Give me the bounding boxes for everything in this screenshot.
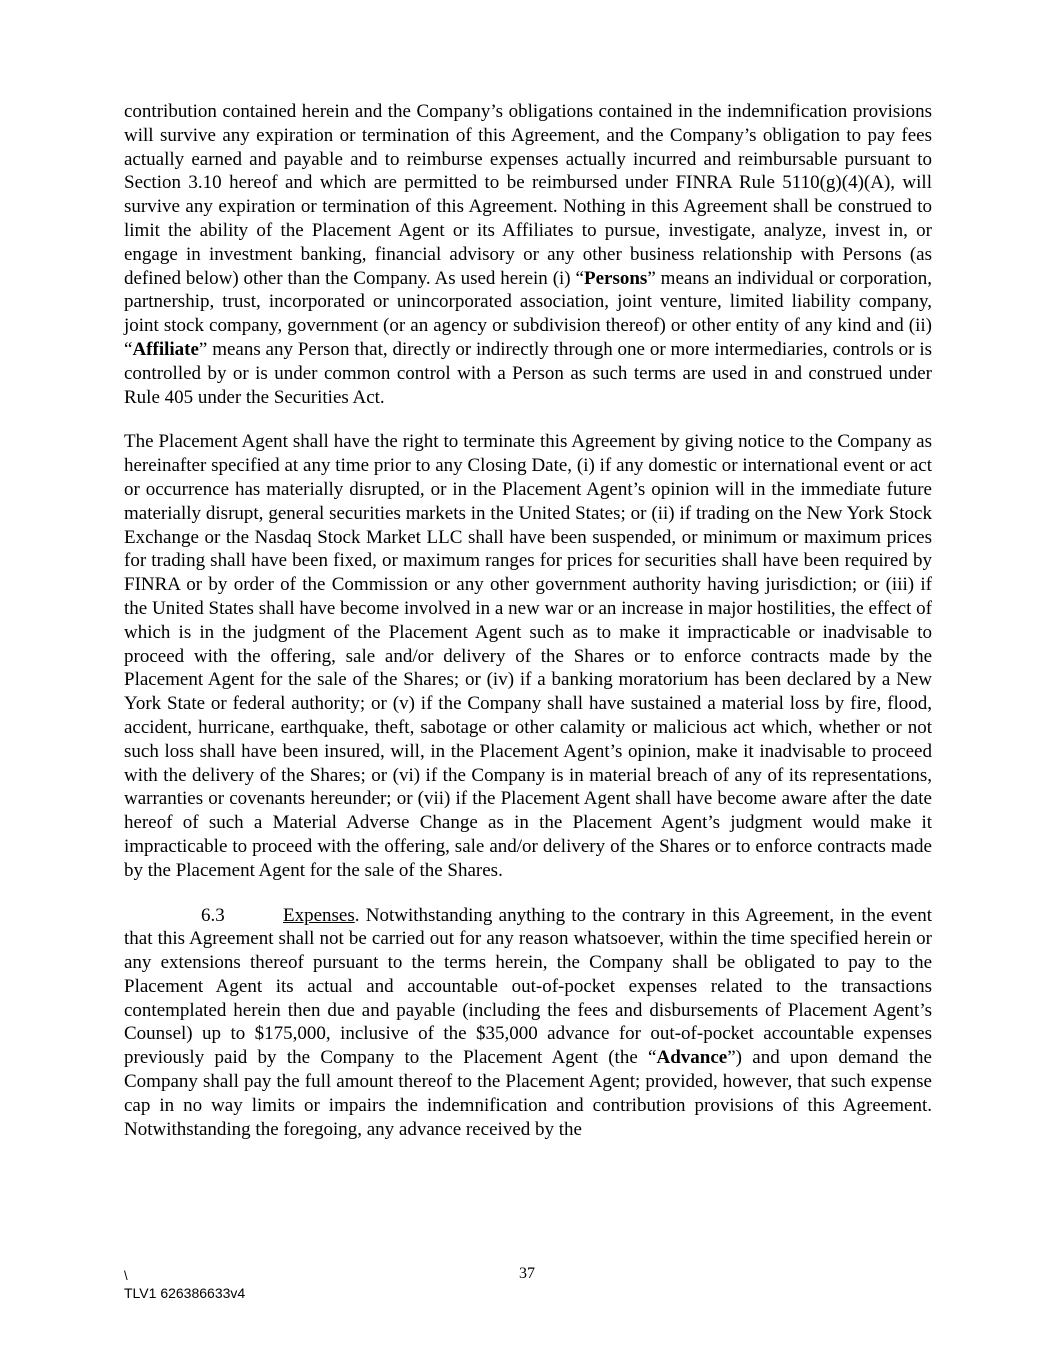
section-number: 6.3	[201, 904, 225, 926]
defined-term-advance: Advance	[656, 1047, 728, 1069]
document-id: TLV1 626386633v4	[124, 1285, 246, 1301]
paragraph-expenses: 6.3 Expenses. Notwithstanding anything to the contrary in this Agreement, in the event that this Agreement shall not be carried out for any reason whatsoever, within the time specified herein or any extensions thereof pursuant to the terms herein, the Company shall be obligated to pay to the Placement Agent its actual and accountable out-of-pocket expenses related to the transactions contemplated herein then due and payable (including the fees and disbursements of Placement Agent’s Counsel) up to $175,000, inclusive of the $35,000 advance for out-of-pocket accountable expenses previously paid by the Company to the Placement Agent (the “Advance”) and upon demand the Company shall pay the full amount thereof to the Placement Agent; provided, however, that such expense cap in no way limits or impairs the indemnification and contribution provisions of this Agreement. Notwithstanding the foregoing, any advance received by the	[124, 904, 932, 1140]
paragraph-survival: contribution contained herein and the Company’s obligations contained in the indemnification provisions will survive any expiration or termination of this Agreement, and the Company’s obligation to pay fees actually earned and payable and to reimburse expenses actually incurred and reimbursable pursuant to Section 3.10 hereof and which are permitted to be reimbursed under FINRA Rule 5110(g)(4)(A), will survive any expiration or termination of this Agreement. Nothing in this Agreement shall be construed to limit the ability of the Placement Agent or its Affiliates to pursue, investigate, analyze, invest in, or engage in investment banking, financial advisory or any other business relationship with Persons (as defined below) other than the Company. As used herein (i) “Persons” means an individual or corporation, partnership, trust, incorporated or unincorporated association, joint venture, limited liability company, joint stock company, government (or an agency or subdivision thereof) or other entity of any kind and (ii) “Affiliate” means any Person that, directly or indirectly through one or more intermediaries, controls or is controlled by or is under common control with a Person as such terms are used in and construed under Rule 405 under the Securities Act.	[124, 101, 932, 408]
footer-backslash: \	[124, 1268, 128, 1283]
section-heading-expenses: Expenses	[283, 904, 355, 926]
page-number: 37	[519, 1265, 535, 1282]
defined-term-affiliate: Affiliate	[132, 338, 199, 360]
paragraph-termination-right: The Placement Agent shall have the right to terminate this Agreement by giving notice to the Company as hereinafter specified at any time prior to any Closing Date, (i) if any domestic or international event or act or occurrence has materially disrupted, or in the Placement Agent’s opinion will in the immediate future materially disrupt, general securities markets in the United States; or (ii) if trading on the New York Stock Exchange or the Nasdaq Stock Market LLC shall have been suspended, or minimum or maximum prices for trading shall have been fixed, or maximum ranges for prices for securities shall have been required by FINRA or by order of the Commission or any other government authority having jurisdiction; or (iii) if the United States shall have become involved in a new war or an increase in major hostilities, the effect of which is in the judgment of the Placement Agent such as to make it impracticable or inadvisable to proceed with the offering, sale and/or delivery of the Shares or to enforce contracts made by the Placement Agent for the sale of the Shares; or (iv) if a banking moratorium has been declared by a New York State or federal authority; or (v) if the Company shall have sustained a material loss by fire, flood, accident, hurricane, earthquake, theft, sabotage or other calamity or malicious act which, whether or not such loss shall have been insured, will, in the Placement Agent’s opinion, make it inadvisable to proceed with the delivery of the Shares; or (vi) if the Company is in material breach of any of its representations, warranties or covenants hereunder; or (vii) if the Placement Agent shall have become aware after the date hereof of such a Material Adverse Change as in the Placement Agent’s judgment would make it impracticable to proceed with the offering, sale and/or delivery of the Shares or to enforce contracts made by the Placement Agent for the sale of the Shares.	[124, 431, 932, 881]
document-body	[124, 100, 932, 1162]
defined-term-persons: Persons	[583, 267, 648, 289]
